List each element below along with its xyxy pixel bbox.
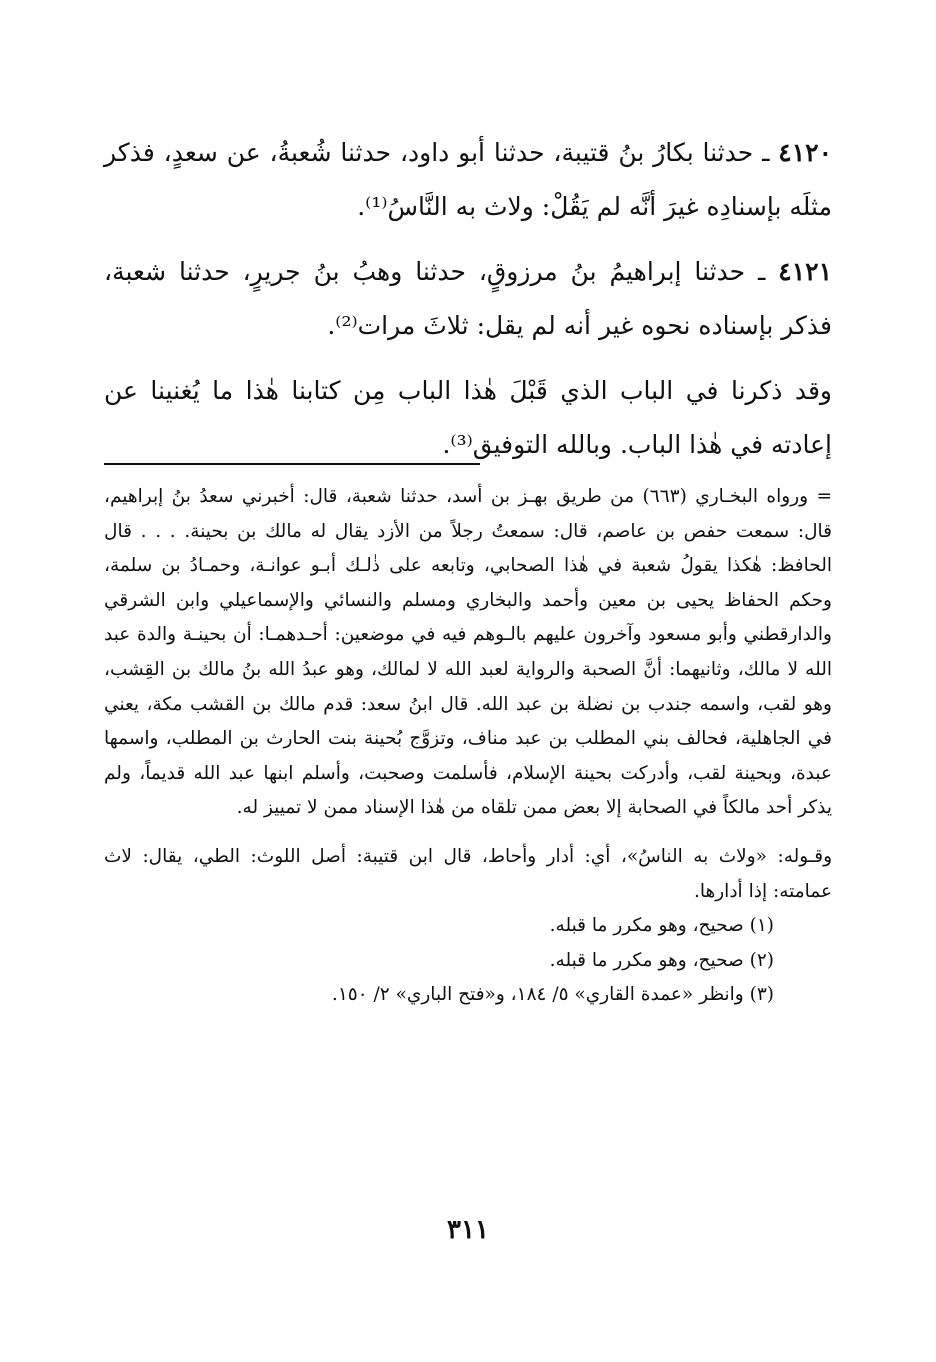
footnote-divider [104, 463, 480, 465]
main-text [104, 126, 832, 483]
hadith-4120 [104, 126, 832, 234]
footnote-continuation: = ورواه البخـاري (٦٦٣) من طريق بهـز بن أسد، حدثنا شعبة، قال: أخبرني سعدُ بنُ إبراهيم، قال: سمعت حفص بن عاصم، قال: سمعتُ رجلاً من الأزد يقال له مالك بن بحينة. . . . قال الحافظ: هٰكذا يقولُ شعبة في هٰذا الصحابي، وتابعه على ذٰلـك أبـو عوانـة، وحمـادُ بن سلمة، وحكم الحفاظ يحيى بن معين وأحمد والبخاري ومسلم والنسائي والإسماعيلي وابن الشرقي والدارقطني وأبو مسعود وآخرون عليهم بالـوهم فيه في موضعين: أحـدهمـا: أن بحينـة والدة عبد الله لا مالك، وثانيهما: أنَّ الصحبة والرواية لعبد الله لا لمالك، وهو عبدُ الله بنُ مالك بن القِشب، وهو لقب، واسمه جندب بن نضلة بن عبد الله. قال ابنُ سعد: قدم مالك بن القشب مكة، يعني في الجاهلية، فحالف بني المطلب بن عبد مناف، وتزوَّج بُحينة بنت الحارث بن المطلب، واسمها عبدة، وبحينة لقب، وأدركت بحينة الإسلام، فأسلمت وصحبت، وأسلم ابنها عبد الله قديماً، ولم يذكر أحد مالكاً في الصحابة إلا بعض ممن تلقاه من هٰذا الإسناد ممن لا تمييز له. [104, 486, 832, 819]
footnote-2: (٢) صحيح، وهو مكرر ما قبله. [549, 949, 774, 971]
closing-paragraph: وقد ذكرنا في الباب الذي قَبْلَ هٰذا الباب مِن كتابنا هٰذا ما يُغنينا عن إعادته في هٰذا الباب. وبالله التوفيق⁽³⁾. [104, 376, 832, 459]
hadith-text: ـ حدثنا إبراهيمُ بنُ مرزوقٍ، حدثنا وهبُ بنُ جريرٍ، حدثنا شعبة، فذكر بإسناده نحوه غير أنه لم يقل: ثلاثَ مرات⁽²⁾. [104, 257, 832, 340]
hadith-number: ٤١٢٠ [778, 138, 832, 167]
footnote-1: (١) صحيح، وهو مكرر ما قبله. [549, 915, 774, 937]
footnotes [104, 480, 832, 1013]
footnote-explanation: وقـوله: «ولاث به الناسُ»، أي: أدار وأحاط، قال ابن قتيبة: أصل اللوث: الطي، يقال: لاث عمامته: إذا أدارها. [104, 845, 832, 902]
hadith-number: ٤١٢١ [778, 257, 832, 286]
page-number: ٣١١ [447, 1215, 489, 1245]
hadith-4121 [104, 245, 832, 353]
hadith-text: ـ حدثنا بكارُ بنُ قتيبة، حدثنا أبو داود، حدثنا شُعبةُ، عن سعدٍ، فذكر مثلَه بإسنادِه غيرَ أنَّه لم يَقُلْ: ولاث به النَّاسُ⁽¹⁾. [104, 138, 832, 221]
footnote-3: (٣) وانظر «عمدة القاري» ٥/ ١٨٤، و«فتح الباري» ٢/ ١٥٠. [331, 984, 774, 1006]
